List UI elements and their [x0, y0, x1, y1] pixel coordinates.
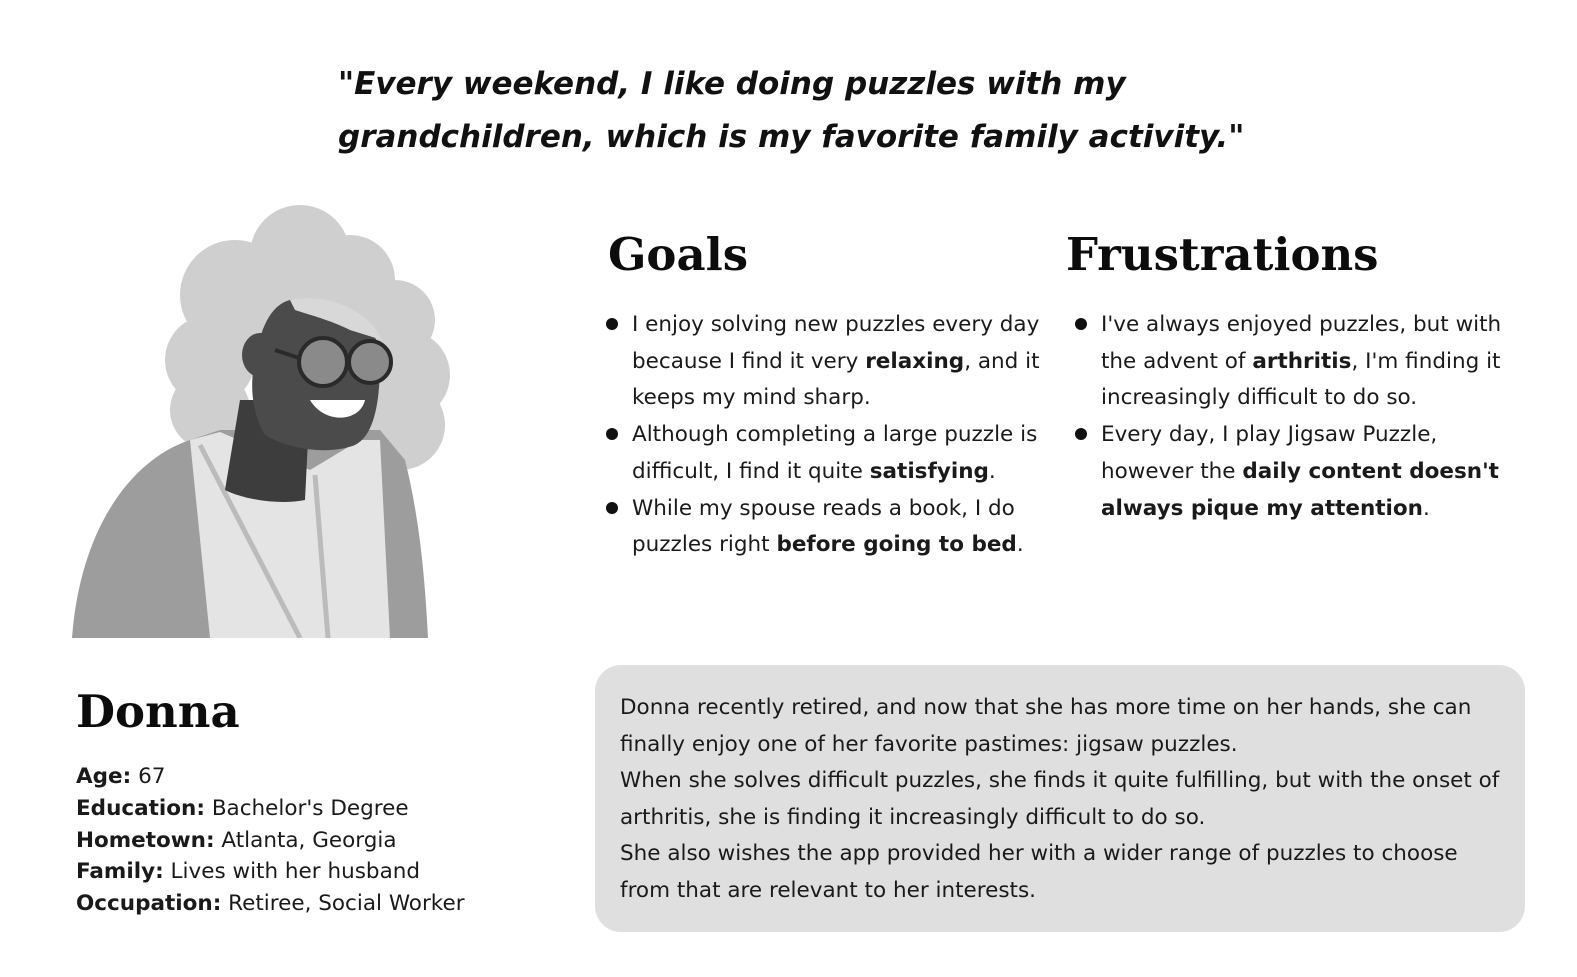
goals-heading: Goals: [608, 228, 749, 281]
frustrations-heading: Frustrations: [1066, 228, 1379, 281]
persona-avatar-illustration: [60, 200, 480, 638]
persona-bio-card: [595, 665, 1525, 932]
goal-item: I enjoy solving new puzzles every day because I find it very relaxing, and it keeps my mind sharp.: [606, 307, 1046, 417]
goals-list: [606, 307, 1046, 564]
detail-age: Age: 67: [76, 764, 166, 789]
detail-hometown: Hometown: Atlanta, Georgia: [76, 827, 397, 853]
detail-occupation: Occupation: Retiree, Social Worker: [76, 891, 465, 917]
bio-paragraph: She also wishes the app provided her with a wider range of puzzles to choose from that are relevant to her interests.: [620, 841, 1458, 903]
frustrations-list: [1075, 307, 1525, 527]
bio-paragraph: When she solves difficult puzzles, she finds it quite fulfilling, but with the onset of arthritis, she is finding it increasingly difficult to do so.: [620, 768, 1500, 830]
frustration-item: I've always enjoyed puzzles, but with the advent of arthritis, I'm finding it increasingly difficult to do so.: [1075, 307, 1525, 417]
persona-details: [76, 761, 465, 920]
frustration-item: Every day, I play Jigsaw Puzzle, however the daily content doesn't always pique my attention.: [1075, 417, 1525, 527]
goal-item: Although completing a large puzzle is difficult, I find it quite satisfying.: [606, 417, 1046, 490]
goal-item: While my spouse reads a book, I do puzzles right before going to bed.: [606, 491, 1046, 564]
detail-education: Education: Bachelor's Degree: [76, 795, 409, 821]
bio-paragraph: Donna recently retired, and now that she has more time on her hands, she can finally enjoy one of her favorite pastimes: jigsaw puzzles.: [620, 695, 1472, 757]
persona-quote: "Every weekend, I like doing puzzles with my grandchildren, which is my favorite family activity.": [338, 66, 1245, 155]
detail-family: Family: Lives with her husband: [76, 859, 421, 885]
persona-name: Donna: [76, 685, 240, 738]
